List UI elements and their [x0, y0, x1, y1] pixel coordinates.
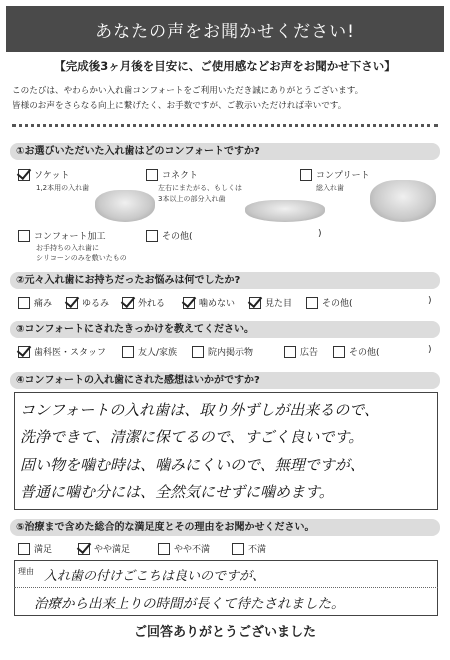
- q1-option-socket[interactable]: [18, 168, 69, 181]
- q1-option-comfort-processing[interactable]: [18, 229, 106, 242]
- question-4-title: ④コンフォートの入れ歯にされた感想はいかがですか?: [10, 372, 440, 389]
- checkbox[interactable]: [122, 346, 134, 358]
- q2-option-loose[interactable]: [66, 296, 109, 309]
- q4-answer-line-4: 普通に噛む分には、全然気にせずに噛めます。: [20, 483, 334, 501]
- subtitle: 【完成後3ヶ月後を目安に、ご使用感などお声をお聞かせ下さい】: [54, 59, 396, 73]
- checkbox[interactable]: [158, 543, 170, 555]
- q1-option-processing-note-2: シリコーンのみを敷いたもの: [36, 254, 127, 262]
- q3-option-other[interactable]: [333, 345, 380, 358]
- q1-option-processing-note-1: お手持ちの入れ歯に: [36, 244, 99, 252]
- option-label: 噛めない: [199, 299, 236, 309]
- checkbox[interactable]: [249, 297, 261, 309]
- option-label: 満足: [34, 545, 53, 555]
- checkbox[interactable]: [18, 543, 30, 555]
- checkbox[interactable]: [183, 297, 195, 309]
- q1-option-complete-note: 総入れ歯: [316, 184, 344, 192]
- q1-option-connect[interactable]: [146, 168, 198, 181]
- q5-reason-line-2: 治療から出来上りの時間が長くて待たされました。: [34, 596, 345, 612]
- option-label: その他(: [162, 232, 193, 242]
- checkbox[interactable]: [146, 169, 158, 181]
- checkbox[interactable]: [122, 297, 134, 309]
- q4-answer-line-2: 洗浄できて、清潔に保てるので、すごく良いです。: [20, 428, 364, 446]
- checkbox[interactable]: [18, 169, 30, 181]
- reason-rule: [14, 587, 438, 588]
- checkbox[interactable]: [192, 346, 204, 358]
- socket-denture-image: [95, 190, 155, 222]
- question-2-title: ②元々入れ歯にお持ちだったお悩みは何でしたか?: [10, 272, 440, 289]
- q2-option-pain[interactable]: [18, 296, 52, 309]
- q2-other-close: ): [428, 296, 432, 306]
- q1-other-close: ): [318, 229, 322, 239]
- connect-denture-image: [245, 200, 325, 222]
- question-3-title: ③コンフォートにされたきっかけを教えてください。: [10, 321, 440, 338]
- reason-label: 理由: [18, 567, 34, 576]
- option-label: 友人/家族: [138, 348, 178, 358]
- q3-option-advertisement[interactable]: [284, 345, 318, 358]
- q1-option-connect-note-2: 3本以上の部分入れ歯: [158, 195, 226, 203]
- checkbox[interactable]: [284, 346, 296, 358]
- option-label: 外れる: [138, 299, 166, 309]
- divider: [12, 124, 438, 127]
- q5-option-somewhat-dissatisfied[interactable]: [158, 542, 210, 555]
- option-label: 歯科医・スタッフ: [34, 348, 107, 358]
- option-label: コンフォート加工: [34, 232, 106, 242]
- q5-reason-line-1: 入れ歯の付けごこちは良いのですが、: [44, 569, 266, 584]
- checkbox[interactable]: [146, 230, 158, 242]
- checkbox[interactable]: [18, 297, 30, 309]
- checkbox[interactable]: [78, 543, 90, 555]
- q2-option-cannot-chew[interactable]: [183, 296, 235, 309]
- option-label: 不満: [248, 545, 267, 555]
- option-label: やや不満: [174, 545, 211, 555]
- q1-option-socket-note: 1,2本用の入れ歯: [36, 184, 90, 192]
- option-label: その他(: [349, 348, 380, 358]
- page-title: あなたの声をお聞かせください!: [95, 21, 355, 42]
- question-1-title: ①お選びいただいた入れ歯はどのコンフォートですか?: [10, 143, 440, 160]
- option-label: コンプリート: [316, 171, 370, 181]
- question-5-title: ⑤治療まで含めた総合的な満足度とその理由をお聞かせください。: [10, 519, 440, 536]
- intro-line-2: 皆様のお声をさらなる向上に繋げたく、お手数ですが、ご教示いただければ幸いです。: [12, 101, 347, 111]
- q3-option-friend-family[interactable]: [122, 345, 177, 358]
- q1-option-complete[interactable]: [300, 168, 370, 181]
- option-label: 院内掲示物: [208, 348, 254, 358]
- option-label: 痛み: [34, 299, 53, 309]
- q5-option-satisfied[interactable]: [18, 542, 52, 555]
- closing-message: ご回答ありがとうございました: [133, 625, 316, 640]
- option-label: コネクト: [162, 171, 199, 181]
- q3-other-close: ): [428, 345, 432, 355]
- q4-answer-line-3: 固い物を噛む時は、噛みにくいので、無理ですが、: [20, 456, 365, 474]
- q5-option-dissatisfied[interactable]: [232, 542, 266, 555]
- checkbox[interactable]: [18, 346, 30, 358]
- q2-option-falls-out[interactable]: [122, 296, 165, 309]
- q1-option-connect-note-1: 左右にまたがる、もしくは: [158, 184, 242, 192]
- intro-line-1: このたびは、やわらかい入れ歯コンフォートをご利用いただき誠にありがとうございます。: [12, 86, 364, 96]
- q2-option-other[interactable]: [306, 296, 353, 309]
- checkbox[interactable]: [66, 297, 78, 309]
- q3-option-clinic-posting[interactable]: [192, 345, 253, 358]
- option-label: 見た目: [265, 299, 293, 309]
- intro-text: [12, 84, 442, 114]
- page-title-banner: [6, 6, 444, 52]
- checkbox[interactable]: [306, 297, 318, 309]
- complete-denture-image: [370, 180, 436, 222]
- option-label: その他(: [322, 299, 353, 309]
- option-label: ゆるみ: [82, 299, 110, 309]
- q3-option-dentist-staff[interactable]: [18, 345, 106, 358]
- q2-option-appearance[interactable]: [249, 296, 292, 309]
- q1-option-other[interactable]: [146, 229, 193, 242]
- option-label: 広告: [300, 348, 319, 358]
- option-label: ソケット: [34, 171, 70, 181]
- q4-answer-line-1: コンフォートの入れ歯は、取り外ずしが出来るので、: [20, 401, 379, 419]
- checkbox[interactable]: [300, 169, 312, 181]
- checkbox[interactable]: [333, 346, 345, 358]
- checkbox[interactable]: [232, 543, 244, 555]
- option-label: やや満足: [94, 545, 131, 555]
- q5-option-somewhat-satisfied[interactable]: [78, 542, 130, 555]
- checkbox[interactable]: [18, 230, 30, 242]
